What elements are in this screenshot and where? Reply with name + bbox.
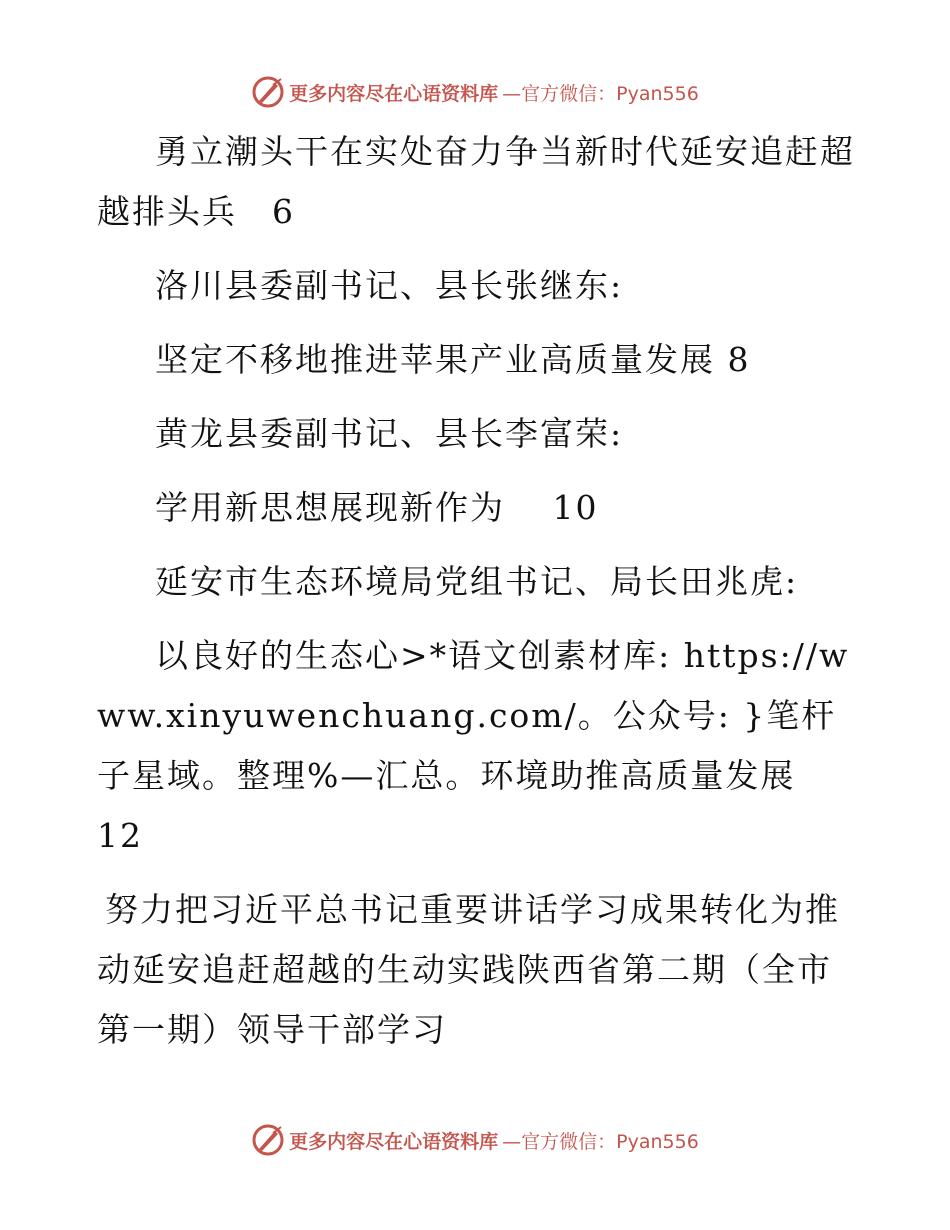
toc-author-3: 延安市生态环境局党组书记、局长田兆虎: [155,562,799,601]
quill-logo-icon [251,1123,285,1157]
watermark-wechat: —官方微信：Pyan556 [502,82,699,105]
toc-author-2: 黄龙县委副书记、县长李富荣: [155,414,624,453]
watermark-title: 更多内容尽在心语资料库 [289,82,499,105]
toc-entry-3: 学用新思想展现新作为 10 [155,488,599,527]
watermark-title: 更多内容尽在心语资料库 [289,1130,499,1153]
watermark-wechat: —官方微信：Pyan556 [502,1130,699,1153]
toc-author-1: 洛川县委副书记、县长张继东: [155,266,624,305]
quill-logo-icon [251,75,285,109]
toc-entry-1: 勇立潮头干在实处奋力争当新时代延安追赶超越排头兵 6 [97,132,855,231]
toc-entry-4: 以良好的生态心>*语文创素材库: https://www.xinyuwenchuang.com/。公众号: }笔杆子星域。整理%—汇总。环境助推高质量发展 12 [97,636,850,855]
watermark-header [0,70,950,114]
watermark-footer [0,1118,950,1162]
watermark-group [251,1123,699,1157]
document-body [97,122,857,1074]
toc-entry-2: 坚定不移地推进苹果产业高质量发展 8 [155,340,751,379]
watermark-group [251,75,699,109]
toc-entry-5: 努力把习近平总书记重要讲话学习成果转化为推动延安追赶超越的生动实践陕西省第二期（全市第一期）领导干部学习 [97,890,840,1049]
